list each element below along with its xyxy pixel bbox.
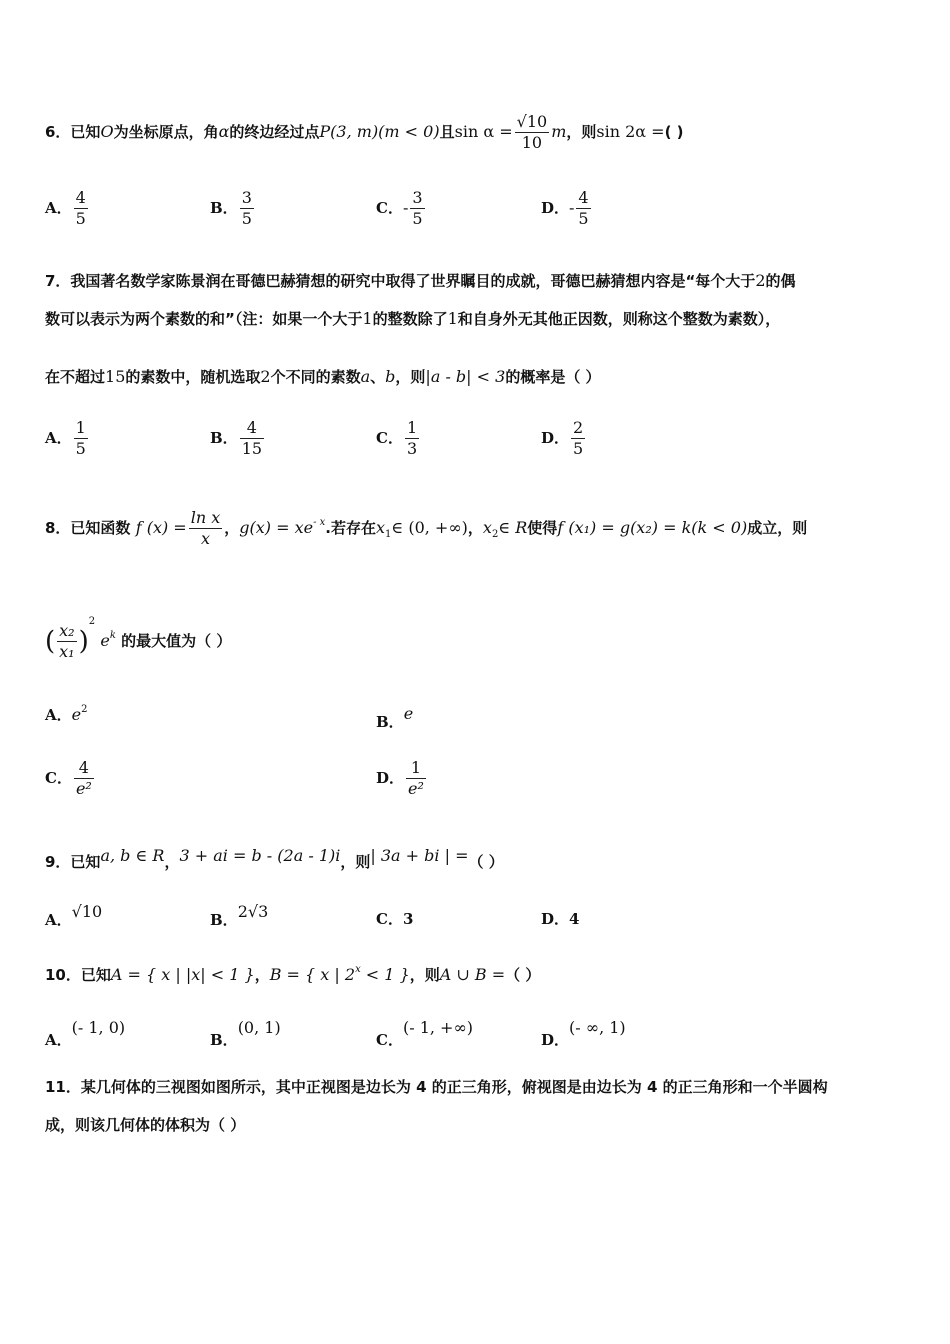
option-fraction	[240, 418, 264, 459]
option-label: D．	[541, 1031, 570, 1049]
q10-set-a: A = { x | |x| < 1 }	[110, 965, 255, 984]
q6-fraction	[515, 112, 550, 153]
q7-a: a	[360, 367, 371, 386]
q6-text-1: 为坐标原点，角	[113, 123, 219, 141]
question-8-expression	[45, 616, 231, 662]
q9-option-a[interactable]	[45, 902, 102, 930]
option-fraction	[406, 758, 426, 799]
q6-answer-paren: ( )	[664, 123, 684, 141]
q6-number: 6．已知	[45, 123, 101, 141]
q6-m: m	[551, 122, 567, 141]
question-7-line-3	[45, 366, 601, 387]
option-num: 3	[241, 188, 252, 207]
option-den: 15	[241, 439, 263, 458]
option-num: 1	[406, 758, 426, 779]
q10-set-b: B = { x | 2	[269, 965, 356, 984]
option-label: A．	[45, 429, 72, 447]
left-paren-icon: (	[45, 626, 56, 657]
q8-option-d[interactable]	[376, 758, 428, 799]
q7-option-d[interactable]	[541, 418, 587, 459]
q7-two-2: 2	[260, 367, 271, 386]
q9-abs: | 3a + bi | =	[370, 846, 469, 865]
q10-comma: ，	[254, 966, 270, 984]
q6-point: P(3, m)(m < 0)	[319, 122, 440, 141]
option-den: 5	[573, 439, 584, 458]
q8-f-den: x	[200, 529, 210, 548]
q8-g-exp: - x	[313, 517, 326, 528]
q8-option-c[interactable]	[45, 758, 96, 799]
q9-set: a, b ∈ R	[100, 846, 165, 865]
option-den: e²	[75, 779, 92, 798]
q8-comma-2: ，	[467, 519, 483, 537]
q8-expr-fraction	[57, 621, 76, 662]
option-fraction	[240, 188, 254, 229]
q9-number: 9．已知	[45, 853, 101, 871]
q9-option-b[interactable]	[210, 902, 268, 930]
option-label: B．	[210, 429, 238, 447]
question-8-stem	[45, 508, 807, 549]
q6-text-3: 且	[439, 123, 455, 141]
q7-option-a[interactable]	[45, 418, 90, 459]
q8-x1-sub: 1	[385, 529, 392, 540]
option-label: B．	[210, 199, 238, 217]
option-value: 3	[402, 910, 414, 928]
option-value: (- 1, +∞)	[402, 1018, 474, 1037]
option-num: 1	[406, 418, 418, 437]
q7-one-1: 1	[362, 309, 373, 328]
q10-set-b-tail: < 1 }	[360, 965, 410, 984]
option-num: 4	[578, 188, 589, 207]
q10-set-b-exp: x	[355, 964, 361, 975]
option-label: A．	[45, 1031, 72, 1049]
q7-one-2: 1	[447, 309, 458, 328]
q9-option-d[interactable]	[541, 908, 579, 929]
option-den: 5	[578, 209, 589, 228]
option-value: (- ∞, 1)	[569, 1018, 626, 1037]
q10-text-1: ，则	[409, 966, 440, 984]
q11-text-2: 成，则该几何体的体积为（ ）	[45, 1116, 246, 1134]
q8-text-1: .若存在	[325, 519, 376, 537]
option-num: 4	[75, 188, 86, 207]
q10-answer-paren: （ ）	[505, 966, 541, 984]
q9-option-c[interactable]	[376, 908, 413, 929]
q7-text-3d: ，则	[395, 368, 426, 386]
q6-O: O	[100, 122, 114, 141]
q6-frac-den: 10	[521, 133, 543, 152]
option-fraction	[576, 188, 590, 229]
question-7-line-2	[45, 308, 780, 329]
option-value: (0, 1)	[237, 1018, 281, 1037]
question-11-line-2	[45, 1114, 245, 1135]
q10-union: A ∪ B =	[439, 965, 506, 984]
option-value: (- 1, 0)	[71, 1018, 126, 1037]
q10-number: 10．已知	[45, 966, 111, 984]
option-value: 2√3	[237, 902, 269, 921]
option-sign: -	[402, 198, 409, 217]
q8-text-4: 的最大值为（ ）	[121, 632, 232, 650]
q8-expr-k: k	[109, 630, 116, 641]
q6-option-a[interactable]	[45, 188, 90, 229]
option-label: C．	[376, 910, 403, 928]
q8-comma-1: ，	[224, 519, 240, 537]
right-paren-icon: )	[78, 626, 89, 657]
q7-text-3a: 在不超过	[45, 368, 106, 386]
option-label: D．	[541, 429, 570, 447]
q8-expr-num: x₂	[59, 621, 75, 640]
option-base: e	[71, 705, 82, 724]
question-11-line-1	[45, 1076, 828, 1097]
option-den: 5	[75, 439, 86, 458]
q10-option-a[interactable]	[45, 1018, 125, 1050]
q7-text-3e: 的概率是（ ）	[505, 368, 601, 386]
q6-frac-num: √10	[516, 112, 548, 131]
option-den: 5	[75, 209, 86, 228]
q6-option-d[interactable]	[541, 188, 593, 229]
q11-text-1: 11．某几何体的三视图如图所示，其中正视图是边长为 4 的正三角形，俯视图是由边长为 4 的正三角形和一个半圆构	[45, 1078, 828, 1096]
q6-text-2: 的终边经过点	[229, 123, 320, 141]
option-fraction	[405, 418, 419, 459]
q7-two: 2	[755, 271, 766, 290]
q6-alpha: α	[218, 122, 230, 141]
q8-option-a[interactable]	[45, 704, 87, 725]
q8-x2-domain: ∈ R	[498, 518, 528, 537]
option-label: C．	[376, 429, 403, 447]
q7-text-2c: 和自身外无其他正因数，则称这个整数为素数），	[457, 310, 781, 328]
option-num: 4	[74, 758, 94, 779]
option-den: 3	[406, 439, 418, 458]
q8-equation: f (x₁) = g(x₂) = k(k < 0)	[557, 518, 748, 537]
option-den: 5	[412, 209, 423, 228]
q7-text-1b: 的偶	[765, 272, 796, 290]
option-den: 5	[241, 209, 252, 228]
option-label: B．	[210, 1031, 238, 1049]
q8-option-b[interactable]	[376, 704, 413, 732]
q7-text-2b: 的整数除了	[372, 310, 448, 328]
q9-comma: ，	[164, 853, 180, 871]
q8-f-lhs: f (x) =	[135, 518, 187, 537]
question-10-stem	[45, 964, 540, 985]
question-7-line-1	[45, 270, 796, 291]
question-9-stem	[45, 846, 504, 872]
option-num: 1	[75, 418, 86, 437]
option-fraction	[410, 188, 424, 229]
option-label: B．	[210, 911, 238, 929]
option-label: B．	[376, 713, 404, 731]
q8-text-2: 使得	[527, 519, 558, 537]
q7-text-1a: 7．我国著名数学家陈景润在哥德巴赫猜想的研究中取得了世界瞩目的成就，哥德巴赫猜想内容是“每个大于	[45, 272, 756, 290]
option-label: C．	[376, 1031, 403, 1049]
option-num: 3	[412, 188, 423, 207]
q8-x1-domain: ∈ (0, +∞)	[391, 518, 468, 537]
q8-expr-pow: 2	[88, 616, 96, 627]
q7-option-b[interactable]	[210, 418, 266, 459]
q6-text-4: ，则	[566, 123, 597, 141]
option-fraction	[74, 188, 88, 229]
q6-option-b[interactable]	[210, 188, 256, 229]
q8-x2-sub: 2	[491, 529, 499, 540]
q8-expr-den: x₁	[59, 642, 75, 661]
option-label: D．	[541, 199, 570, 217]
option-sign: -	[569, 198, 575, 217]
q6-option-c[interactable]	[376, 188, 427, 229]
q8-x1: x	[375, 518, 386, 537]
q7-text-3c: 个不同的素数	[270, 368, 361, 386]
q7-condition: |a - b| < 3	[425, 367, 506, 386]
option-fraction	[571, 418, 585, 459]
option-label: C．	[376, 199, 403, 217]
option-label: D．	[541, 910, 570, 928]
q7-b: b	[385, 367, 396, 386]
q10-option-c[interactable]	[376, 1018, 473, 1050]
q8-x2: x	[482, 518, 492, 537]
q6-sin2: sin 2α =	[596, 122, 665, 141]
q6-sin-lhs: sin α =	[454, 122, 513, 141]
option-fraction	[74, 418, 88, 459]
option-label: A．	[45, 706, 72, 724]
q8-expr-e: e	[100, 631, 110, 650]
option-label: C．	[45, 769, 72, 787]
option-value: 4	[569, 910, 580, 928]
option-num: 2	[573, 418, 584, 437]
option-label: D．	[376, 769, 405, 787]
option-label: A．	[45, 199, 72, 217]
option-num: 4	[240, 418, 264, 439]
q8-number: 8．已知函数	[45, 519, 131, 537]
q8-g: g(x) = xe	[239, 518, 314, 537]
option-value: √10	[71, 902, 103, 921]
question-6-stem	[45, 112, 684, 153]
option-base: e	[403, 704, 414, 723]
q7-fifteen: 15	[105, 367, 126, 386]
q10-option-d[interactable]	[541, 1018, 626, 1050]
q10-option-b[interactable]	[210, 1018, 281, 1050]
option-label: A．	[45, 911, 72, 929]
q9-equation: 3 + ai = b - (2a - 1)i	[179, 846, 341, 865]
option-den: e²	[408, 779, 424, 798]
q7-sep: 、	[370, 368, 386, 386]
q9-answer-paren: （ ）	[468, 853, 504, 871]
q7-text-2a: 数可以表示为两个素数的和”（注：如果一个大于	[45, 310, 363, 328]
q8-text-3: 成立，则	[747, 519, 808, 537]
q7-text-3b: 的素数中，随机选取	[125, 368, 261, 386]
option-fraction	[74, 758, 94, 799]
q8-f-fraction	[189, 508, 223, 549]
option-exp: 2	[81, 704, 88, 715]
q9-text-1: ，则	[340, 853, 371, 871]
q8-f-num: ln x	[190, 508, 221, 527]
q7-option-c[interactable]	[376, 418, 421, 459]
